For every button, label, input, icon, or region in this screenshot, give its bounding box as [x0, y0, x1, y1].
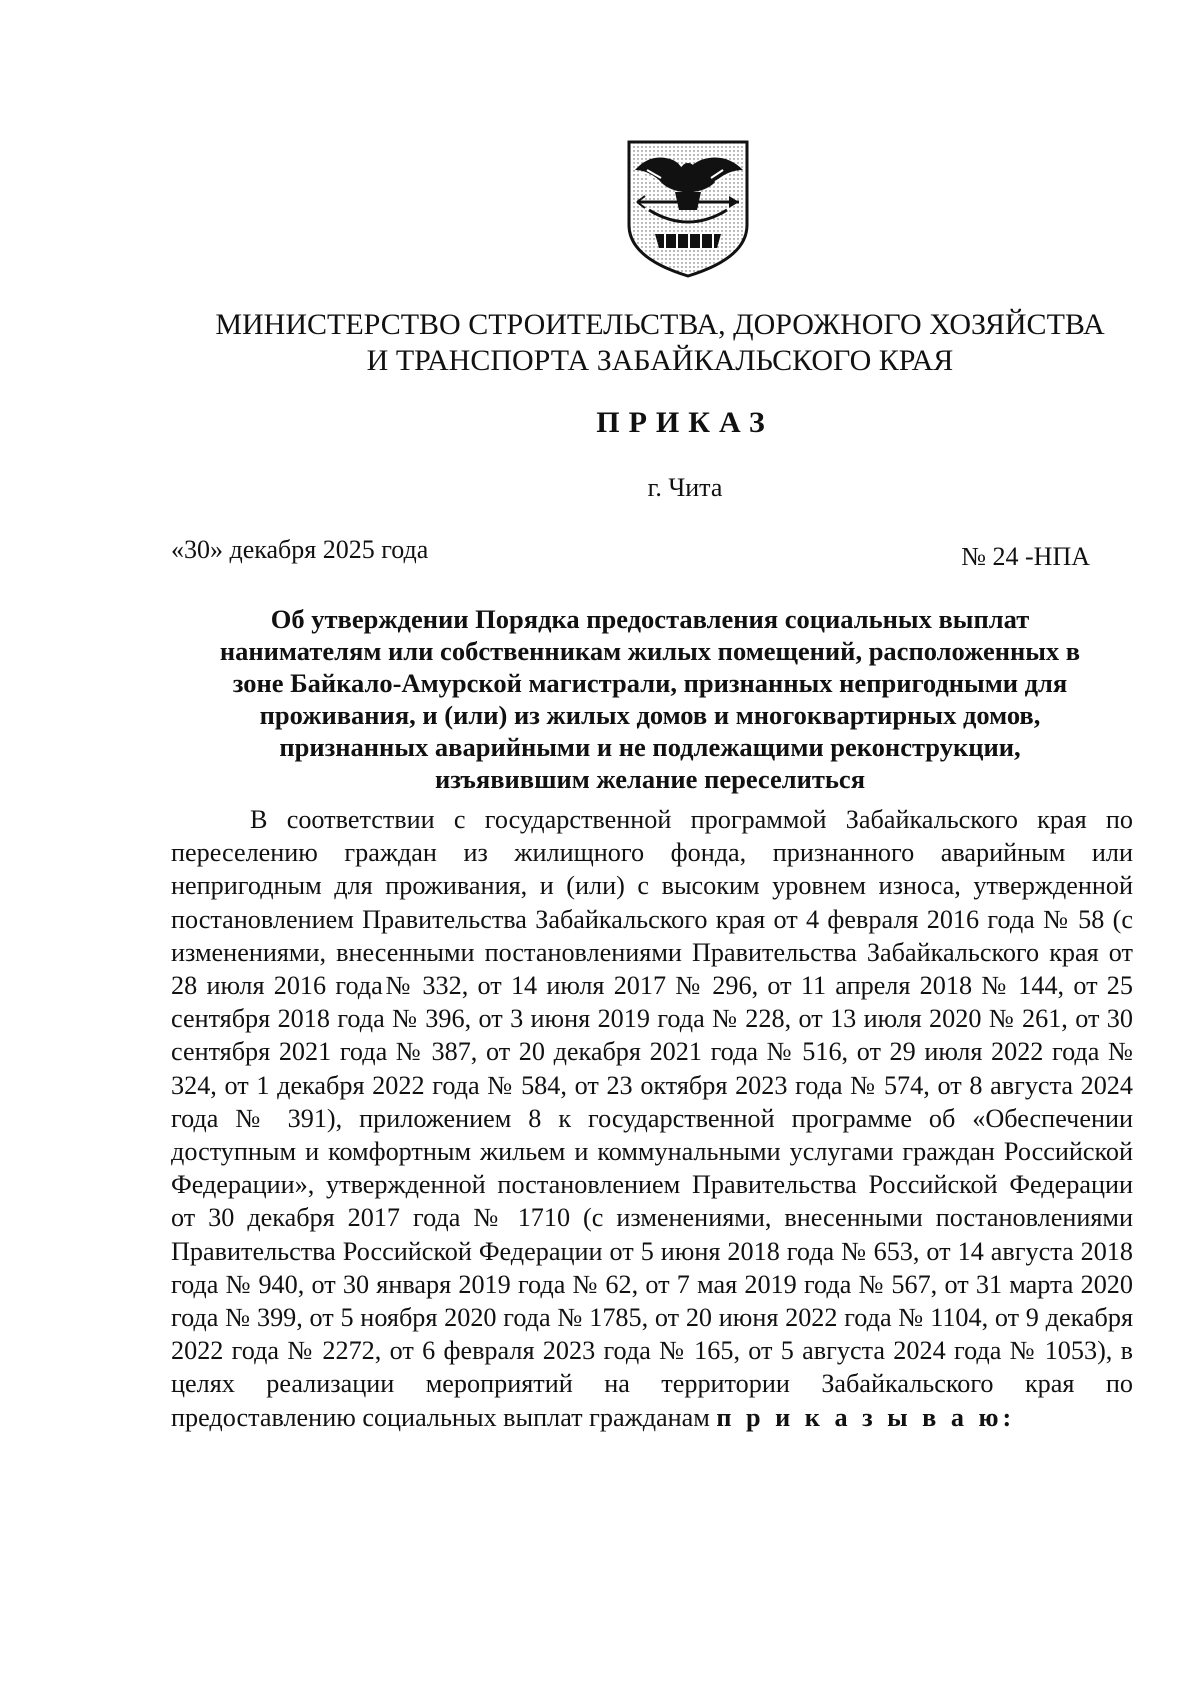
ministry-name [200, 307, 1120, 379]
document-heading [170, 603, 1130, 795]
ministry-name-line1: МИНИСТЕРСТВО СТРОИТЕЛЬСТВА, ДОРОЖНОГО ХОЗЯЙСТВА [215, 308, 1105, 341]
document-city: г. Чита [647, 473, 723, 502]
body-paragraph-text: В соответствии с государственной программой Забайкальского края по переселению граждан из жилищного фонда, признанного аварийным или непригодным для проживания, и (или) с высоким уровнем износа, утвержденной постановлением Правительства Забайкальского края от 4 февраля 2016 года № 58 (с изменениями, внесенными постановлениями Правительства Забайкальского края от 28 июля 2016 года№ 332, от 14 июля 2017 № 296, от 11 апреля 2018 № 144, от 25 сентября 2018 года № 396, от 3 июня 2019 года № 228, от 13 июля 2020 № 261, от 30 сентября 2021 года № 387, от 20 декабря 2021 года № 516, от 29 июля 2022 года № 324, от 1 декабря 2022 года № 584, от 23 октября 2023 года № 574, от 8 августа 2024 года № 391), приложением 8 к государственной программе об «Обеспечении доступным и комфортным жильем и коммунальными услугами граждан Российской Федерации», утвержденной постановлением Правительства Российской Федерации от 30 декабря 2017 года № 1710 (с изменениями, внесенными постановлениями Правительства Российской Федерации от 5 июня 2018 года № 653, от 14 августа 2018 года № 940, от 30 января 2019 года № 62, от 7 мая 2019 года № 567, от 31 марта 2020 года № 399, от 5 ноября 2020 года № 1785, от 20 июня 2022 года № 1104, от 9 декабря 2022 года № 2272, от 6 февраля 2023 года № 165, от 5 августа 2024 года № 1053), в целях реализации мероприятий на территории Забайкальского края по предоставлению социальных выплат гражданам [171, 805, 1133, 1432]
document-type-title: ПРИКАЗ [596, 406, 774, 439]
command-word: п р и к а з ы в а ю: [716, 1402, 1016, 1432]
heading-line: нанимателям или собственникам жилых помещений, расположенных в [219, 636, 1081, 666]
heading-line: зоне Байкало-Амурской магистрали, признанных непригодными для [232, 668, 1068, 698]
document-date: «30» декабря 2025 года [171, 535, 429, 564]
heading-line: Об утверждении Порядка предоставления социальных выплат [270, 604, 1030, 634]
coat-of-arms-icon [621, 130, 755, 280]
document-number: № 24 -НПА [961, 542, 1090, 571]
body-paragraph [171, 803, 1133, 1434]
heading-line: изъявившим желание переселиться [434, 764, 866, 794]
heading-line: проживания, и (или) из жилых домов и многоквартирных домов, [259, 700, 1041, 730]
heading-line: признанных аварийными и не подлежащими реконструкции, [279, 732, 1021, 762]
ministry-name-line2: И ТРАНСПОРТА ЗАБАЙКАЛЬСКОГО КРАЯ [366, 344, 954, 377]
